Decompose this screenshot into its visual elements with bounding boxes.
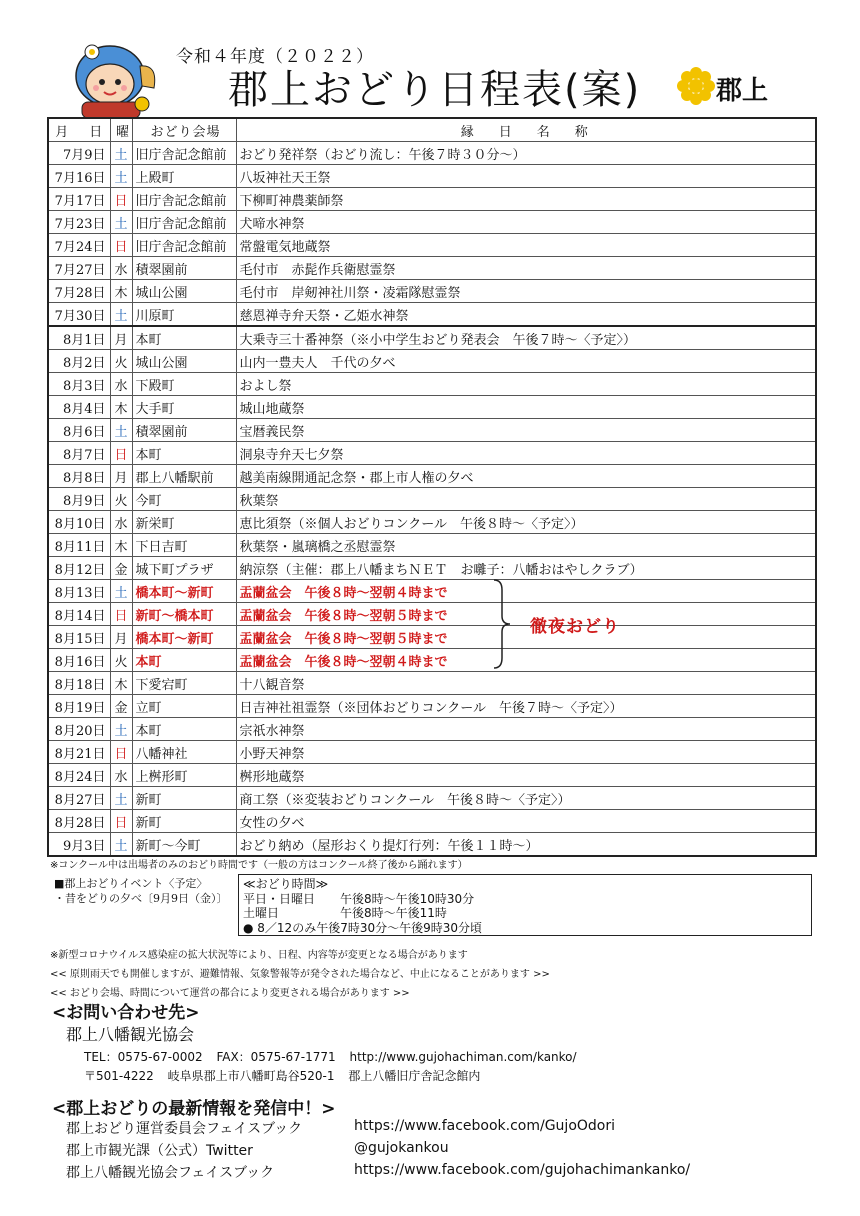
cell-dow: 水 xyxy=(110,511,132,534)
table-row xyxy=(48,326,816,350)
table-header-row xyxy=(48,118,816,142)
contact-org: 郡上八幡観光協会 xyxy=(66,1025,195,1044)
table-row xyxy=(48,257,816,280)
cell-date: 7月16日 xyxy=(48,165,110,188)
cell-dow: 土 xyxy=(110,787,132,810)
table-row xyxy=(48,142,816,165)
contact-phone-line xyxy=(84,1048,587,1065)
sns-url-twitter[interactable]: @gujokankou xyxy=(354,1140,449,1156)
cell-venue: 積翠園前 xyxy=(132,257,236,280)
table-row xyxy=(48,534,816,557)
schedule-table xyxy=(47,117,817,857)
cell-venue: 新栄町 xyxy=(132,511,236,534)
table-row xyxy=(48,350,816,373)
cell-name: 山内一豊夫人 千代の夕べ xyxy=(236,350,816,373)
cell-dow: 火 xyxy=(110,488,132,511)
table-row xyxy=(48,695,816,718)
cell-date: 8月1日 xyxy=(48,326,110,350)
cell-date: 8月6日 xyxy=(48,419,110,442)
cell-name: 盂蘭盆会 午後８時～翌朝５時まで xyxy=(236,626,816,649)
table-row xyxy=(48,280,816,303)
cell-date: 8月4日 xyxy=(48,396,110,419)
cell-date: 8月2日 xyxy=(48,350,110,373)
cell-venue: 旧庁舎記念館前 xyxy=(132,234,236,257)
table-row xyxy=(48,373,816,396)
header-venue: おどり会場 xyxy=(132,118,236,142)
cell-dow: 火 xyxy=(110,350,132,373)
header xyxy=(0,0,860,118)
times-weekday-value: 午後8時～午後10時30分 xyxy=(340,891,475,906)
cell-dow: 土 xyxy=(110,165,132,188)
table-row xyxy=(48,810,816,833)
covid-note: ※新型コロナウイルス感染症の拡大状況等により、日程、内容等が変更となる場合があります xyxy=(50,950,468,961)
logo-text: 郡上 xyxy=(716,76,769,106)
cell-name: 十八観音祭 xyxy=(236,672,816,695)
header-date: 月 日 xyxy=(48,118,110,142)
sns-label-facebook-kanko: 郡上八幡観光協会フェイスブック xyxy=(66,1165,275,1181)
cell-venue: 立町 xyxy=(132,695,236,718)
cell-name: 城山地蔵祭 xyxy=(236,396,816,419)
cell-dow: 木 xyxy=(110,280,132,303)
cell-venue: 城下町プラザ xyxy=(132,557,236,580)
cell-name: 桝形地蔵祭 xyxy=(236,764,816,787)
cell-date: 7月30日 xyxy=(48,303,110,327)
cell-name: 犬啼水神祭 xyxy=(236,211,816,234)
rain-note: << 原則雨天でも開催しますが、避難情報、気象警報等が発令された場合など、中止になることがあります >> xyxy=(50,969,550,980)
cell-dow: 水 xyxy=(110,257,132,280)
times-weekday-label: 平日・日曜日 xyxy=(243,891,316,906)
sns-heading: <郡上おどりの最新情報を発信中！> xyxy=(52,1099,336,1119)
change-note: << おどり会場、時間について運営の都合により変更される場合があります >> xyxy=(50,988,410,999)
mascot-icon xyxy=(62,36,162,120)
cell-date: 7月9日 xyxy=(48,142,110,165)
cell-name: 女性の夕べ xyxy=(236,810,816,833)
cell-venue: 本町 xyxy=(132,649,236,672)
cell-venue: 旧庁舎記念館前 xyxy=(132,188,236,211)
cell-date: 8月20日 xyxy=(48,718,110,741)
cell-venue: 新町 xyxy=(132,810,236,833)
cell-date: 7月27日 xyxy=(48,257,110,280)
page-title: 郡上おどり日程表(案) xyxy=(228,67,642,113)
sns-label-facebook-odori: 郡上おどり運営委員会フェイスブック xyxy=(66,1121,303,1137)
cell-venue: 城山公園 xyxy=(132,350,236,373)
table-row xyxy=(48,626,816,649)
cell-dow: 日 xyxy=(110,603,132,626)
contest-note: ※コンクール中は出場者のみのおどり時間です（一般の方はコンクール終了後から踊れます） xyxy=(50,860,468,871)
fiscal-year: 令和４年度（２０２２） xyxy=(176,47,374,67)
cell-name: 八坂神社天王祭 xyxy=(236,165,816,188)
contact-url[interactable]: http://www.gujohachiman.com/kanko/ xyxy=(349,1050,577,1064)
cell-dow: 土 xyxy=(110,303,132,327)
tetsuya-odori-label: 徹夜おどり xyxy=(530,617,620,637)
cell-name: 洞泉寺弁天七夕祭 xyxy=(236,442,816,465)
cell-date: 7月23日 xyxy=(48,211,110,234)
table-row xyxy=(48,741,816,764)
cell-dow: 月 xyxy=(110,326,132,350)
cell-venue: 旧庁舎記念館前 xyxy=(132,142,236,165)
cell-venue: 城山公園 xyxy=(132,280,236,303)
cell-date: 8月14日 xyxy=(48,603,110,626)
table-row xyxy=(48,580,816,603)
cell-name: 盂蘭盆会 午後８時～翌朝４時まで xyxy=(236,649,816,672)
cell-dow: 火 xyxy=(110,649,132,672)
cell-date: 8月9日 xyxy=(48,488,110,511)
cell-date: 8月19日 xyxy=(48,695,110,718)
cell-date: 8月10日 xyxy=(48,511,110,534)
cell-name: おどり発祥祭（おどり流し：午後７時３０分～） xyxy=(236,142,816,165)
table-row xyxy=(48,557,816,580)
table-row xyxy=(48,419,816,442)
cell-venue: 八幡神社 xyxy=(132,741,236,764)
table-row xyxy=(48,764,816,787)
cell-dow: 土 xyxy=(110,580,132,603)
table-row xyxy=(48,511,816,534)
table-row xyxy=(48,787,816,810)
cell-date: 8月12日 xyxy=(48,557,110,580)
cell-venue: 大手町 xyxy=(132,396,236,419)
cell-name: 納涼祭（主催：郡上八幡まちＮＥＴ お囃子：八幡おはやしクラブ） xyxy=(236,557,816,580)
cell-dow: 日 xyxy=(110,741,132,764)
cell-dow: 土 xyxy=(110,833,132,857)
cell-date: 8月16日 xyxy=(48,649,110,672)
times-saturday xyxy=(243,906,807,921)
cell-venue: 橋本町～新町 xyxy=(132,626,236,649)
times-sat-value: 午後8時～午後11時 xyxy=(340,906,447,920)
table-row xyxy=(48,442,816,465)
cell-name: 盂蘭盆会 午後８時～翌朝５時まで xyxy=(236,603,816,626)
cell-dow: 水 xyxy=(110,373,132,396)
table-row xyxy=(48,234,816,257)
cell-name: 盂蘭盆会 午後８時～翌朝４時まで xyxy=(236,580,816,603)
cell-venue: 川原町 xyxy=(132,303,236,327)
cell-name: 越美南線開通記念祭・郡上市人権の夕べ xyxy=(236,465,816,488)
sns-url-facebook-kanko[interactable]: https://www.facebook.com/gujohachimankanko/ xyxy=(354,1162,691,1178)
contact-address: 岐阜県郡上市八幡町島谷520-1 xyxy=(167,1069,335,1083)
times-special: ● 8／12のみ午後7時30分～午後9時30分頃 xyxy=(243,920,482,935)
contact-tel: TEL：0575-67-0002 xyxy=(84,1050,203,1064)
cell-name: おどり納め（屋形おくり提灯行列：午後１１時～） xyxy=(236,833,816,857)
cell-venue: 橋本町～新町 xyxy=(132,580,236,603)
table-row xyxy=(48,488,816,511)
sns-url-facebook-odori[interactable]: https://www.facebook.com/GujoOdori xyxy=(354,1118,616,1134)
events-title: ■郡上おどりイベント〈予定〉 xyxy=(54,877,208,890)
cell-name: 秋葉祭 xyxy=(236,488,816,511)
cell-dow: 土 xyxy=(110,718,132,741)
table-row xyxy=(48,188,816,211)
sns-label-twitter: 郡上市観光課（公式）Twitter xyxy=(66,1143,253,1159)
bracket-icon xyxy=(492,578,512,670)
cell-date: 8月21日 xyxy=(48,741,110,764)
cell-dow: 月 xyxy=(110,465,132,488)
table-row xyxy=(48,165,816,188)
cell-dow: 日 xyxy=(110,188,132,211)
cell-name: 慈恩禅寺弁天祭・乙姫水神祭 xyxy=(236,303,816,327)
contact-postal: 〒501-4222 xyxy=(84,1069,154,1083)
table-row xyxy=(48,211,816,234)
contact-building: 郡上八幡旧庁舎記念館内 xyxy=(348,1069,481,1083)
table-row xyxy=(48,303,816,327)
cell-dow: 日 xyxy=(110,442,132,465)
cell-venue: 今町 xyxy=(132,488,236,511)
times-weekday xyxy=(243,892,807,907)
cell-name: 宝暦義民祭 xyxy=(236,419,816,442)
cell-venue: 本町 xyxy=(132,442,236,465)
cell-venue: 下愛宕町 xyxy=(132,672,236,695)
table-row xyxy=(48,396,816,419)
cell-dow: 金 xyxy=(110,557,132,580)
cell-date: 8月15日 xyxy=(48,626,110,649)
cell-name: 大乗寺三十番神祭（※小中学生おどり発表会 午後７時～〈予定〉） xyxy=(236,326,816,350)
cell-dow: 月 xyxy=(110,626,132,649)
cell-name: 毛付市 赤髭作兵衛慰霊祭 xyxy=(236,257,816,280)
table-row xyxy=(48,718,816,741)
cell-dow: 木 xyxy=(110,396,132,419)
cell-venue: 上殿町 xyxy=(132,165,236,188)
contact-heading: <お問い合わせ先> xyxy=(52,1003,200,1023)
cell-name: 下柳町神農薬師祭 xyxy=(236,188,816,211)
cell-venue: 積翠園前 xyxy=(132,419,236,442)
cell-date: 8月13日 xyxy=(48,580,110,603)
cell-dow: 水 xyxy=(110,764,132,787)
odori-times-box xyxy=(238,874,812,936)
cell-date: 7月28日 xyxy=(48,280,110,303)
cell-date: 8月8日 xyxy=(48,465,110,488)
header-dow: 曜 xyxy=(110,118,132,142)
header-name: 縁 日 名 称 xyxy=(236,118,816,142)
cell-dow: 日 xyxy=(110,234,132,257)
cell-dow: 土 xyxy=(110,419,132,442)
cell-name: およし祭 xyxy=(236,373,816,396)
times-title: ≪おどり時間≫ xyxy=(243,877,329,891)
cell-date: 8月11日 xyxy=(48,534,110,557)
cell-venue: 上桝形町 xyxy=(132,764,236,787)
cell-dow: 木 xyxy=(110,672,132,695)
events-item: ・昔をどりの夕べ〔9月9日（金）〕 xyxy=(54,892,228,905)
cell-date: 9月3日 xyxy=(48,833,110,857)
times-sat-label: 土曜日 xyxy=(243,906,280,920)
cell-venue: 下日吉町 xyxy=(132,534,236,557)
cell-name: 秋葉祭・嵐璃橋之丞慰霊祭 xyxy=(236,534,816,557)
table-row xyxy=(48,465,816,488)
contact-address-line xyxy=(84,1067,490,1084)
cell-venue: 本町 xyxy=(132,718,236,741)
cell-date: 8月24日 xyxy=(48,764,110,787)
cell-venue: 新町 xyxy=(132,787,236,810)
cell-dow: 日 xyxy=(110,810,132,833)
cell-dow: 土 xyxy=(110,142,132,165)
table-row xyxy=(48,649,816,672)
cell-date: 7月24日 xyxy=(48,234,110,257)
cell-date: 8月27日 xyxy=(48,787,110,810)
cell-dow: 金 xyxy=(110,695,132,718)
cell-venue: 旧庁舎記念館前 xyxy=(132,211,236,234)
table-row xyxy=(48,603,816,626)
cell-date: 8月7日 xyxy=(48,442,110,465)
cell-name: 日吉神社祖霊祭（※団体おどりコンクール 午後７時～〈予定〉） xyxy=(236,695,816,718)
cell-date: 7月17日 xyxy=(48,188,110,211)
cell-name: 恵比須祭（※個人おどりコンクール 午後８時～〈予定〉） xyxy=(236,511,816,534)
cell-date: 8月18日 xyxy=(48,672,110,695)
events-box xyxy=(54,876,228,906)
cell-venue: 下殿町 xyxy=(132,373,236,396)
cell-name: 毛付市 岸剱神社川祭・凌霜隊慰霊祭 xyxy=(236,280,816,303)
cell-dow: 木 xyxy=(110,534,132,557)
table-row xyxy=(48,833,816,857)
cell-venue: 本町 xyxy=(132,326,236,350)
cell-name: 小野天神祭 xyxy=(236,741,816,764)
cell-dow: 土 xyxy=(110,211,132,234)
table-row xyxy=(48,672,816,695)
schedule-body xyxy=(48,142,816,857)
flower-logo-icon xyxy=(676,66,716,106)
contact-fax: FAX：0575-67-1771 xyxy=(216,1050,336,1064)
cell-name: 常盤電気地蔵祭 xyxy=(236,234,816,257)
cell-venue: 新町～橋本町 xyxy=(132,603,236,626)
cell-date: 8月3日 xyxy=(48,373,110,396)
cell-name: 宗祇水神祭 xyxy=(236,718,816,741)
cell-date: 8月28日 xyxy=(48,810,110,833)
cell-name: 商工祭（※変装おどりコンクール 午後８時～〈予定〉） xyxy=(236,787,816,810)
cell-venue: 郡上八幡駅前 xyxy=(132,465,236,488)
cell-venue: 新町～今町 xyxy=(132,833,236,857)
